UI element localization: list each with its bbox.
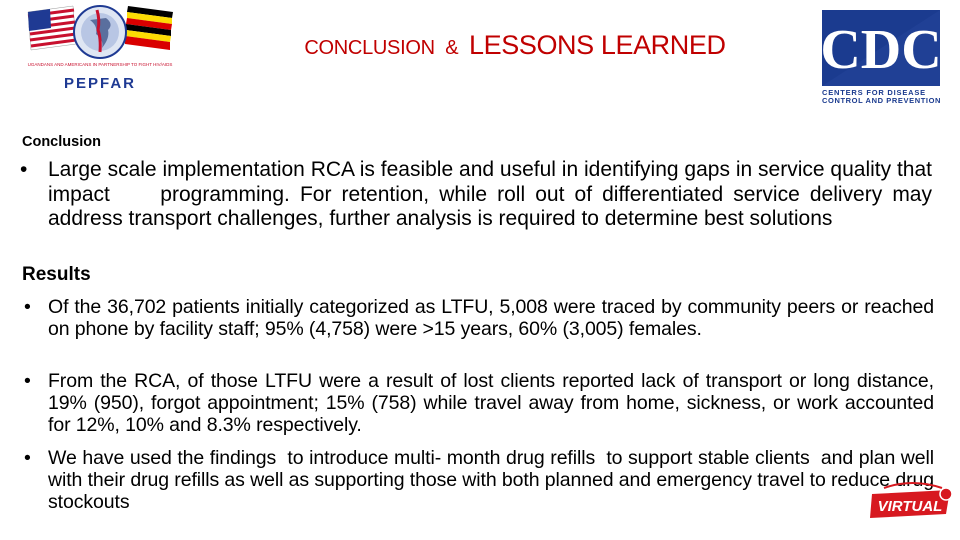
- title-conclusion: CONCLUSION: [304, 37, 435, 59]
- page-title: [0, 30, 960, 61]
- bullet-marker: •: [24, 370, 31, 392]
- virtual-badge: [866, 480, 958, 526]
- result-bullet-2-text: From the RCA, of those LTFU were a result of lost clients reported lack of transport or long distance, 19% (950), forgot appointment; 15% (758) while travel away from home, sickness, or work accounted for 12%, 10% and 8.3% respectively.: [48, 370, 934, 436]
- bullet-marker: •: [20, 158, 28, 181]
- pepfar-text: PEPFAR: [63, 75, 137, 92]
- cdc-subtext-2: CONTROL AND PREVENTION: [822, 96, 942, 104]
- bullet-marker: •: [24, 296, 31, 318]
- result-bullet-1-text: Of the 36,702 patients initially categorized as LTFU, 5,008 were traced by community peers or reached on phone by facility staff; 95% (4,758) were >15 years, 60% (3,005) females.: [48, 296, 934, 340]
- cdc-logo: [818, 8, 946, 104]
- result-bullet-1: [24, 296, 934, 340]
- result-bullet-3: [24, 447, 934, 513]
- result-bullet-2: [24, 370, 934, 436]
- virtual-badge-text: VIRTUAL: [877, 498, 943, 515]
- title-lessons-learned: LESSONS LEARNED: [469, 30, 726, 60]
- title-ampersand: &: [445, 37, 459, 59]
- conclusion-heading: Conclusion: [22, 134, 101, 150]
- results-heading: Results: [22, 264, 91, 285]
- result-bullet-3-text: We have used the findings to introduce multi- month drug refills to support stable clients and plan well with their drug refills as well as supporting those with both planned and emergency travel to reduce drug stockouts: [48, 447, 934, 513]
- bullet-marker: •: [24, 447, 31, 469]
- pepfar-subtext: UGANDANS AND AMERICANS IN PARTNERSHIP TO FIGHT HIV/AIDS: [27, 62, 173, 67]
- conclusion-bullet-text: Large scale implementation RCA is feasible and useful in identifying gaps in service quality that impact programming. For retention, while roll out of differentiated service delivery may address transport challenges, further analysis is required to determine best solutions: [48, 158, 932, 230]
- conclusion-bullet: [20, 158, 932, 232]
- cdc-subtext-1: CENTERS FOR DISEASE: [822, 88, 926, 97]
- cdc-text: CDC: [820, 19, 942, 81]
